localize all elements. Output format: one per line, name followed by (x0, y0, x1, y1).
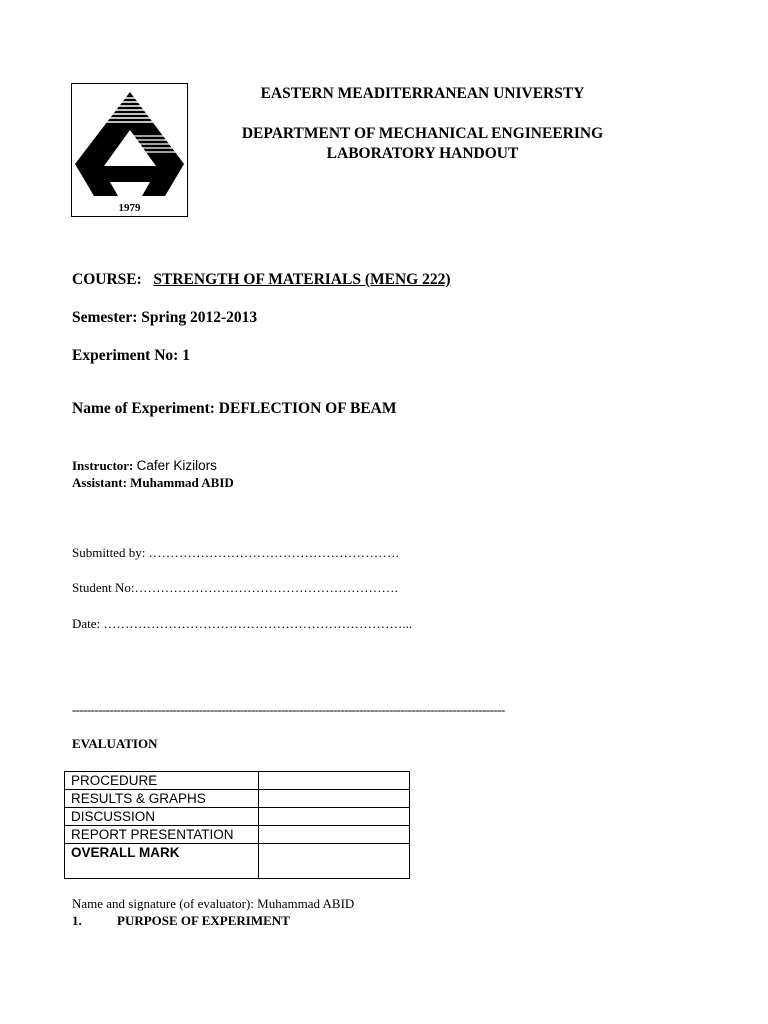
date-field: Date: ……………………………………………………………... (72, 616, 413, 631)
experiment-name (72, 400, 396, 418)
student-no-field: Student No:……………………………………………………. (72, 580, 398, 595)
table-cell-label: DISCUSSION (65, 808, 259, 826)
experiment-number: Experiment No: 1 (72, 347, 190, 364)
table-row (65, 826, 410, 844)
table-cell-overall-label: OVERALL MARK (65, 844, 259, 879)
evaluator-signature: Name and signature (of evaluator): Muhammad ABID (72, 896, 355, 911)
university-logo (71, 83, 188, 217)
logo-year: 1979 (118, 202, 141, 214)
department-name: DEPARTMENT OF MECHANICAL ENGINEERING (241, 125, 604, 142)
table-row (65, 790, 410, 808)
experiment-name-value: : DEFLECTION OF BEAM (209, 400, 397, 417)
evaluation-table (64, 771, 410, 879)
experiment-name-label: Name of Experiment (72, 400, 210, 417)
evaluation-title: EVALUATION (72, 736, 158, 751)
table-cell-label: PROCEDURE (65, 772, 259, 790)
section-number: 1. (72, 913, 82, 928)
section-heading (72, 913, 290, 929)
table-cell-mark (259, 790, 410, 808)
course-label: COURSE: (72, 271, 142, 288)
course-line (72, 271, 451, 289)
table-cell-label: RESULTS & GRAPHS (65, 790, 259, 808)
logo-emblem-icon (72, 84, 189, 218)
instructor-label: Instructor: (72, 458, 137, 473)
section-title: PURPOSE OF EXPERIMENT (117, 913, 290, 928)
instructor-value: Cafer Kizilors (136, 458, 217, 473)
table-cell-mark (259, 808, 410, 826)
submitted-by-field: Submitted by: …………………………………………………. (72, 545, 399, 560)
table-cell-mark (259, 826, 410, 844)
university-name: EASTERN MEADITERRANEAN UNIVERSTY (260, 85, 585, 102)
separator-line: -------------------------------------------------------------------------------------------------------------------- (72, 702, 505, 717)
table-cell-mark (259, 772, 410, 790)
table-cell-label: REPORT PRESENTATION (65, 826, 259, 844)
instructor (72, 458, 217, 474)
table-cell-overall-mark (259, 844, 410, 879)
table-row (65, 772, 410, 790)
table-row-overall (65, 844, 410, 879)
handout-title: LABORATORY HANDOUT (326, 145, 519, 162)
semester: Semester: Spring 2012-2013 (72, 309, 258, 326)
table-row (65, 808, 410, 826)
course-value: STRENGTH OF MATERIALS (MENG 222) (153, 271, 451, 288)
assistant: Assistant: Muhammad ABID (72, 475, 234, 490)
